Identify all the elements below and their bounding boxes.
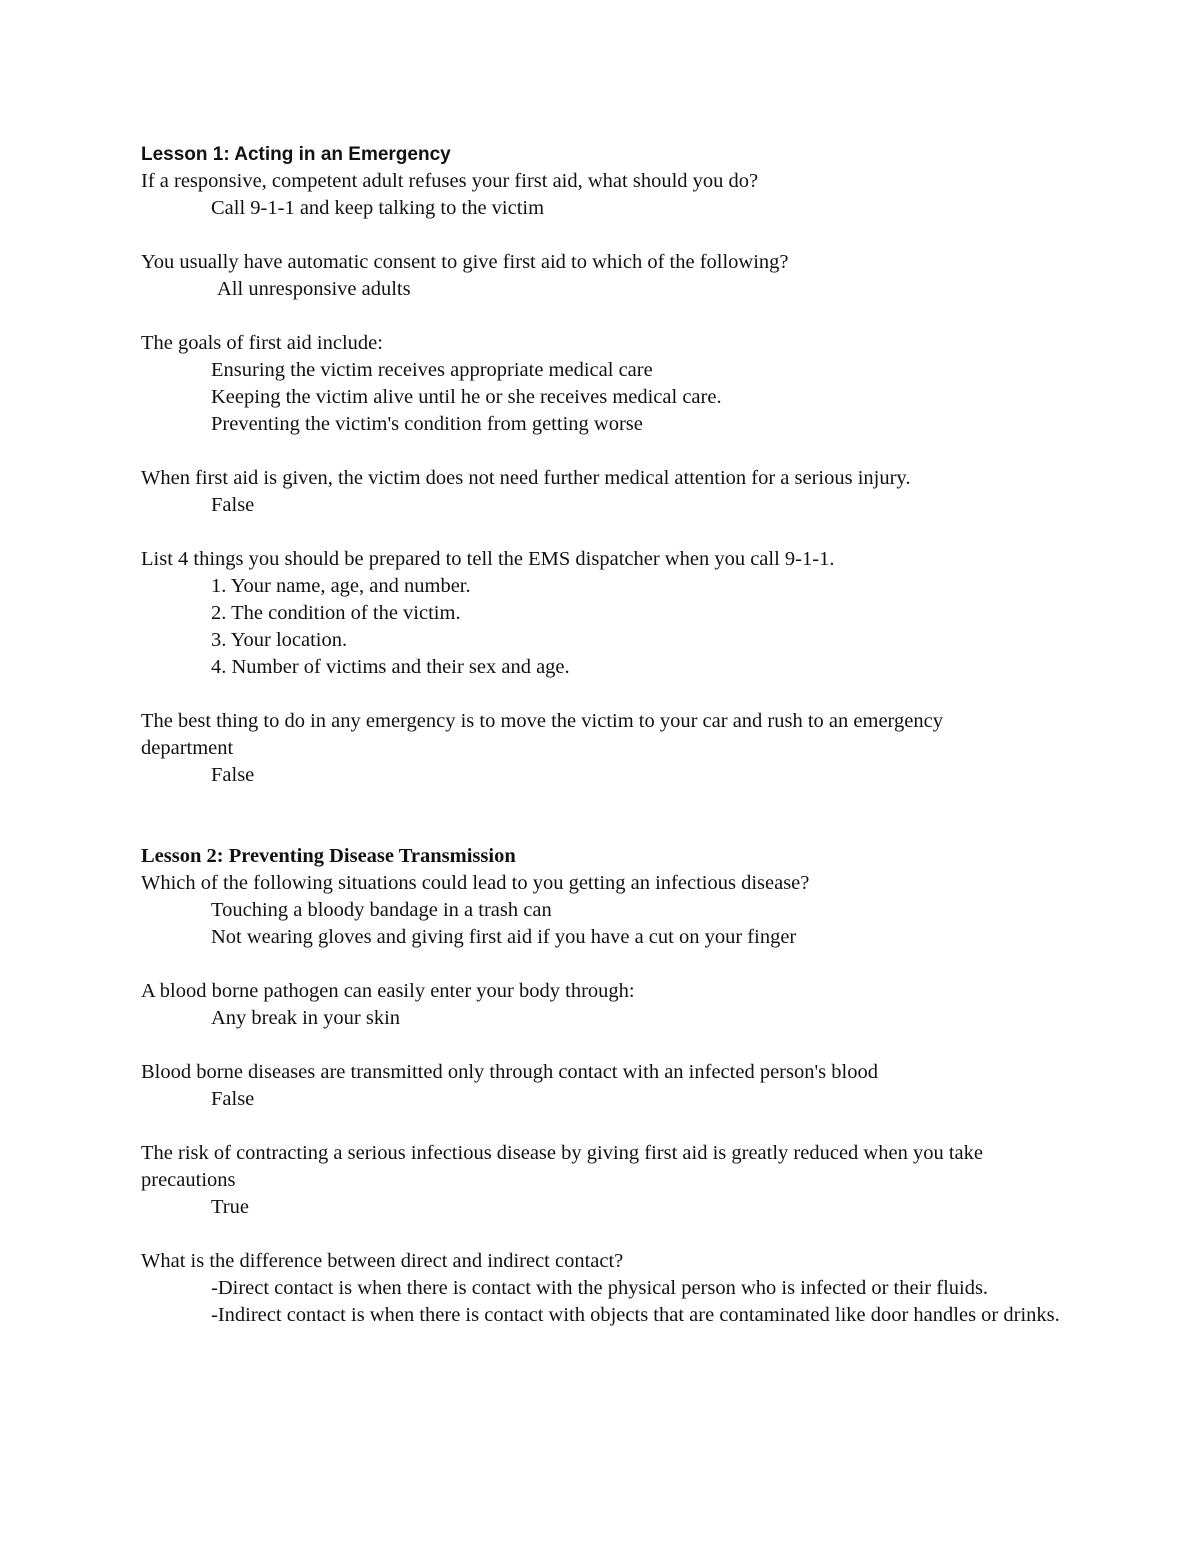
question-text: You usually have automatic consent to give first aid to which of the following? [141,251,789,273]
answer-text: False [211,764,255,786]
question-text: The risk of contracting a serious infectious disease by giving first aid is greatly reduced when you take precautions [141,1142,983,1191]
document-page [141,141,1061,1329]
answer-text: False [211,1088,255,1110]
lesson-2-question-5 [141,1248,1061,1329]
lesson-2-heading: Lesson 2: Preventing Disease Transmission [141,845,516,867]
question-text: Blood borne diseases are transmitted only through contact with an infected person's blood [141,1061,878,1083]
answer-item: -Indirect contact is when there is contact with objects that are contaminated like door handles or drinks. [211,1304,1060,1326]
answer-item: 2. The condition of the victim. [211,602,461,624]
lesson-1-question-4 [141,465,1061,519]
answer-item: 3. Your location. [211,629,348,651]
question-text: A blood borne pathogen can easily enter your body through: [141,980,635,1002]
answer-item: Preventing the victim's condition from getting worse [211,413,643,435]
answer-item: 1. Your name, age, and number. [211,575,471,597]
answer-text: True [211,1196,249,1218]
question-text: When first aid is given, the victim does not need further medical attention for a serious injury. [141,467,911,489]
lesson-2-question-3 [141,1059,1061,1113]
answer-text: False [211,494,255,516]
answer-item: Touching a bloody bandage in a trash can [211,899,552,921]
answer-item: Ensuring the victim receives appropriate medical care [211,359,653,381]
lesson-1-heading: Lesson 1: Acting in an Emergency [141,144,451,165]
answer-item: Keeping the victim alive until he or she receives medical care. [211,386,722,408]
lesson-1-question-3 [141,330,1061,438]
lesson-1-question-5 [141,546,1061,681]
question-text: What is the difference between direct and indirect contact? [141,1250,624,1272]
question-text: The goals of first aid include: [141,332,383,354]
answer-item: -Direct contact is when there is contact with the physical person who is infected or their fluids. [211,1277,989,1299]
question-text: Which of the following situations could lead to you getting an infectious disease? [141,872,810,894]
lesson-1-question-2 [141,249,1061,303]
question-text: The best thing to do in any emergency is to move the victim to your car and rush to an emergency department [141,710,943,759]
answer-text: All unresponsive adults [217,278,411,300]
lesson-2-question-4 [141,1140,1061,1221]
question-text: List 4 things you should be prepared to tell the EMS dispatcher when you call 9-1-1. [141,548,835,570]
lesson-2-question-1 [141,870,1061,951]
lesson-2-question-2 [141,978,1061,1032]
answer-text: Any break in your skin [211,1007,401,1029]
answer-item: Not wearing gloves and giving first aid if you have a cut on your finger [211,926,797,948]
lesson-1-question-1 [141,168,1061,222]
lesson-1-question-6 [141,708,1061,789]
question-text: If a responsive, competent adult refuses your first aid, what should you do? [141,170,759,192]
answer-item: 4. Number of victims and their sex and age. [211,656,570,678]
answer-text: Call 9-1-1 and keep talking to the victim [211,197,545,219]
